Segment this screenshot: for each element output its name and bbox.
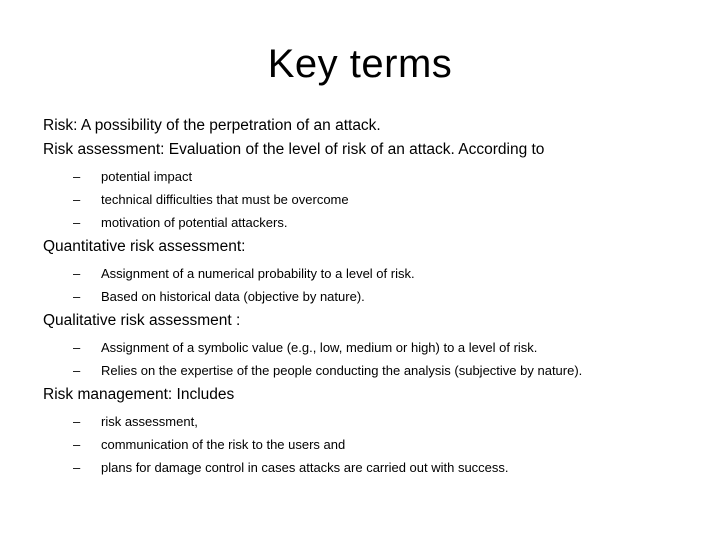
term-definition: : Evaluation of the level of risk of an attack. According to [160,141,545,158]
sub-item-text: motivation of potential attackers. [101,215,288,230]
term-definition: : [241,238,246,255]
dash-bullet: – [73,340,81,355]
term-item-risk-management [43,385,703,405]
slide-title: Key terms [267,42,453,86]
sub-list-item [43,265,703,282]
sub-list-item [43,459,703,476]
sub-list-item [43,288,703,305]
sub-item-text: Based on historical data (objective by nature). [101,289,365,304]
dash-bullet: – [73,460,81,475]
sub-item-text: Relies on the expertise of the people conducting the analysis (subjective by nature). [101,363,583,378]
dash-bullet: – [73,363,81,378]
sub-list-item [43,168,703,185]
sub-item-text: Assignment of a symbolic value (e.g., low, medium or high) to a level of risk. [101,340,538,355]
sub-item-text: communication of the risk to the users and [101,437,346,452]
term-label: Risk management [43,386,168,403]
dash-bullet: – [73,437,81,452]
dash-bullet: – [73,414,81,429]
sub-list-item [43,214,703,231]
term-label: Risk [43,117,74,134]
sub-list-item [43,413,703,430]
sub-item-text: Assignment of a numerical probability to a level of risk. [101,266,415,281]
dash-bullet: – [73,169,81,184]
sub-list-item [43,362,703,379]
sub-list [43,413,703,476]
term-item-risk-assessment [43,140,703,160]
sub-item-text: risk assessment, [101,414,198,429]
term-item-quantitative-risk-assessment [43,237,703,257]
sub-list-item [43,339,703,356]
term-label: Risk assessment [43,141,161,158]
sub-item-text: plans for damage control in cases attacks are carried out with success. [101,460,509,475]
sub-list-item [43,191,703,208]
dash-bullet: – [73,266,81,281]
term-label: Qualitative risk assessment [43,312,232,329]
term-item-qualitative-risk-assessment [43,311,703,331]
dash-bullet: – [73,192,81,207]
term-item-risk [43,116,703,136]
sub-item-text: potential impact [101,169,193,184]
sub-item-text: technical difficulties that must be overcome [101,192,349,207]
sub-list [43,168,703,231]
term-definition: : [231,312,241,329]
slide-content [43,116,703,482]
dash-bullet: – [73,289,81,304]
sub-list [43,265,703,305]
sub-list-item [43,436,703,453]
term-definition: : A possibility of the perpetration of an attack. [73,117,381,134]
term-label: Quantitative risk assessment [43,238,242,255]
term-definition: : Includes [167,386,235,403]
sub-list [43,339,703,379]
dash-bullet: – [73,215,81,230]
